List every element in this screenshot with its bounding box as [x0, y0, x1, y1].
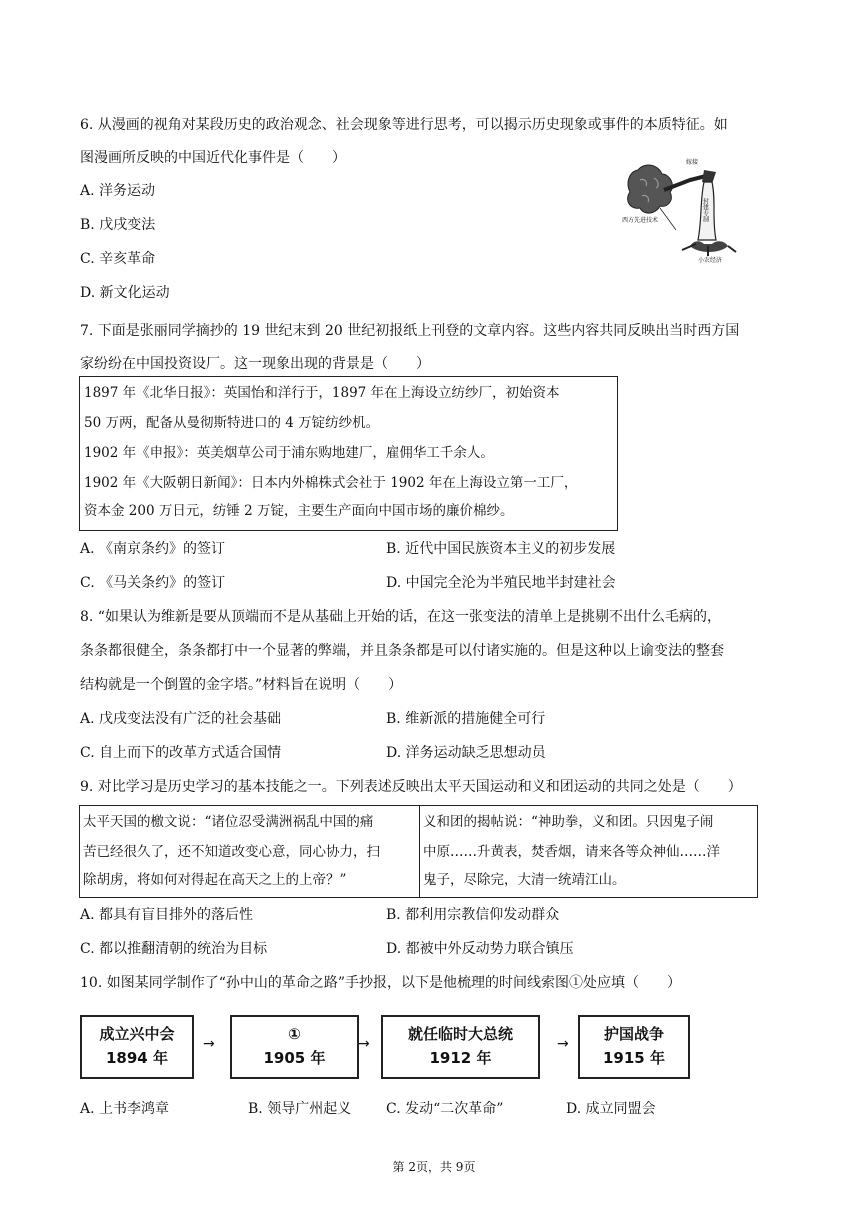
q9-taiping-line1: 太平天国的檄文说：“诸位忍受满洲祸乱中国的痛	[83, 814, 374, 830]
q7-source-line1: 1897 年《北华日报》：英国怡和洋行于，1897 年在上海设立纺纱厂，初始资本	[84, 385, 560, 401]
q7-source-line4: 1902 年《大阪朝日新闻》：日本内外棉株式会社于 1902 年在上海设立第一工厂，	[84, 475, 578, 491]
q8-option-c: C. 自上而下的改革方式适合国情	[80, 745, 282, 761]
q9-boxer-line3: 鬼子，尽除完，大清一统靖江山。	[423, 872, 626, 888]
q8-stem-line1: 8. “如果认为维新是要从顶端而不是从基础上开始的话，在这一张变法的清单上是挑剔不出什么毛病的，	[80, 609, 721, 625]
q9-option-d: D. 都被中外反动势力联合镇压	[386, 941, 574, 957]
timeline-year-2: 1905 年	[263, 1049, 326, 1067]
cartoon-label-tech: 西方先进技术	[622, 217, 659, 224]
page-footer: 第 2页，共 9页	[392, 1160, 476, 1174]
timeline-arrow-2: →	[358, 1036, 370, 1052]
timeline-box-4	[578, 1015, 690, 1079]
timeline-arrow-1: →	[203, 1036, 215, 1052]
q9-boxer-line2: 中原……升黄表，焚香烟，请来各等众神仙……洋	[423, 844, 720, 860]
timeline-year-3: 1912 年	[429, 1049, 492, 1067]
q9-boxer-cell	[420, 806, 757, 897]
timeline-arrow-3: →	[557, 1036, 569, 1052]
timeline-year-4: 1915 年	[603, 1049, 665, 1067]
q10-option-c: C. 发动“二次革命”	[386, 1101, 504, 1117]
q9-taiping-cell	[80, 806, 420, 897]
cartoon-label-trunk: 封建专制	[701, 198, 709, 222]
cartoon-label-economy: 小农经济	[698, 257, 723, 264]
q7-option-b: B. 近代中国民族资本主义的初步发展	[386, 541, 616, 557]
q10-option-d: D. 成立同盟会	[566, 1101, 656, 1117]
q10-option-a: A. 上书李鸿章	[80, 1101, 170, 1117]
q10-stem: 10. 如图某同学制作了“孙中山的革命之路”手抄报，以下是他梳理的时间线索图①处应填（ ）	[80, 975, 682, 991]
q6-option-b: B. 戊戌变法	[80, 217, 156, 233]
q9-option-c: C. 都以推翻清朝的统治为目标	[80, 941, 268, 957]
q8-option-a: A. 戊戌变法没有广泛的社会基础	[80, 711, 282, 727]
q9-comparison-table	[79, 805, 758, 898]
timeline-box-2	[230, 1015, 359, 1079]
q9-taiping-line3: 除胡虏，将如何对得起在高天之上的上帝？”	[83, 872, 347, 888]
q7-stem-line1: 7. 下面是张丽同学摘抄的 19 世纪末到 20 世纪初报纸上刊登的文章内容。这些内容共同反映出当时西方国	[80, 323, 740, 339]
q7-source-box	[79, 376, 618, 531]
q7-source-line2: 50 万两，配备从曼彻斯特进口的 4 万锭纺纱机。	[84, 415, 380, 431]
timeline-box-3	[381, 1015, 540, 1079]
q9-taiping-line2: 苦已经很久了，还不知道改变心意，同心协力，扫	[83, 844, 380, 860]
q9-stem: 9. 对比学习是历史学习的基本技能之一。下列表述反映出太平天国运动和义和团运动的共同之处是（ ）	[80, 779, 742, 795]
q6-option-a: A. 洋务运动	[80, 183, 156, 199]
timeline-event-1: 成立兴中会	[99, 1025, 175, 1043]
q9-boxer-line1: 义和团的揭帖说：“神助拳，义和团。只因鬼子闹	[423, 814, 714, 830]
cartoon-label-graft: 嫁接	[686, 159, 699, 166]
timeline-event-2: ①	[288, 1025, 301, 1043]
q6-stem-line1: 6. 从漫画的视角对某段历史的政治观念、社会现象等进行思考，可以揭示历史现象或事件的本质特征。如	[80, 117, 728, 133]
q7-option-a: A. 《南京条约》的签订	[80, 541, 226, 557]
q6-option-c: C. 辛亥革命	[80, 251, 156, 267]
q8-option-b: B. 维新派的措施健全可行	[386, 711, 546, 727]
q6-cartoon-image	[620, 150, 740, 265]
timeline-year-1: 1894 年	[106, 1049, 168, 1067]
q8-stem-line3: 结构就是一个倒置的金字塔。”材料旨在说明（ ）	[80, 677, 403, 693]
q10-option-b: B. 领导广州起义	[248, 1101, 352, 1117]
q7-option-c: C. 《马关条约》的签订	[80, 575, 226, 591]
q6-stem-line2: 图漫画所反映的中国近代化事件是（ ）	[80, 150, 346, 166]
q8-stem-line2: 条条都很健全，条条都打中一个显著的弊端，并且条条都是可以付诸实施的。但是这种以上谕变法的整套	[80, 643, 724, 659]
q7-stem-line2: 家纷纷在中国投资设厂。这一现象出现的背景是（ ）	[80, 356, 430, 372]
timeline-box-1	[80, 1015, 194, 1079]
q6-option-d: D. 新文化运动	[80, 285, 170, 301]
q7-source-line5: 资本金 200 万日元，纺锤 2 万锭，主要生产面向中国市场的廉价棉纱。	[84, 503, 514, 519]
timeline-event-4: 护国战争	[603, 1025, 664, 1043]
q9-option-a: A. 都具有盲目排外的落后性	[80, 907, 254, 923]
q9-option-b: B. 都利用宗教信仰发动群众	[386, 907, 560, 923]
q7-option-d: D. 中国完全沦为半殖民地半封建社会	[386, 575, 616, 591]
q8-option-d: D. 洋务运动缺乏思想动员	[386, 745, 546, 761]
q7-source-line3: 1902 年《申报》：英美烟草公司于浦东购地建厂，雇佣华工千余人。	[84, 445, 494, 461]
timeline-event-3: 就任临时大总统	[407, 1025, 513, 1043]
